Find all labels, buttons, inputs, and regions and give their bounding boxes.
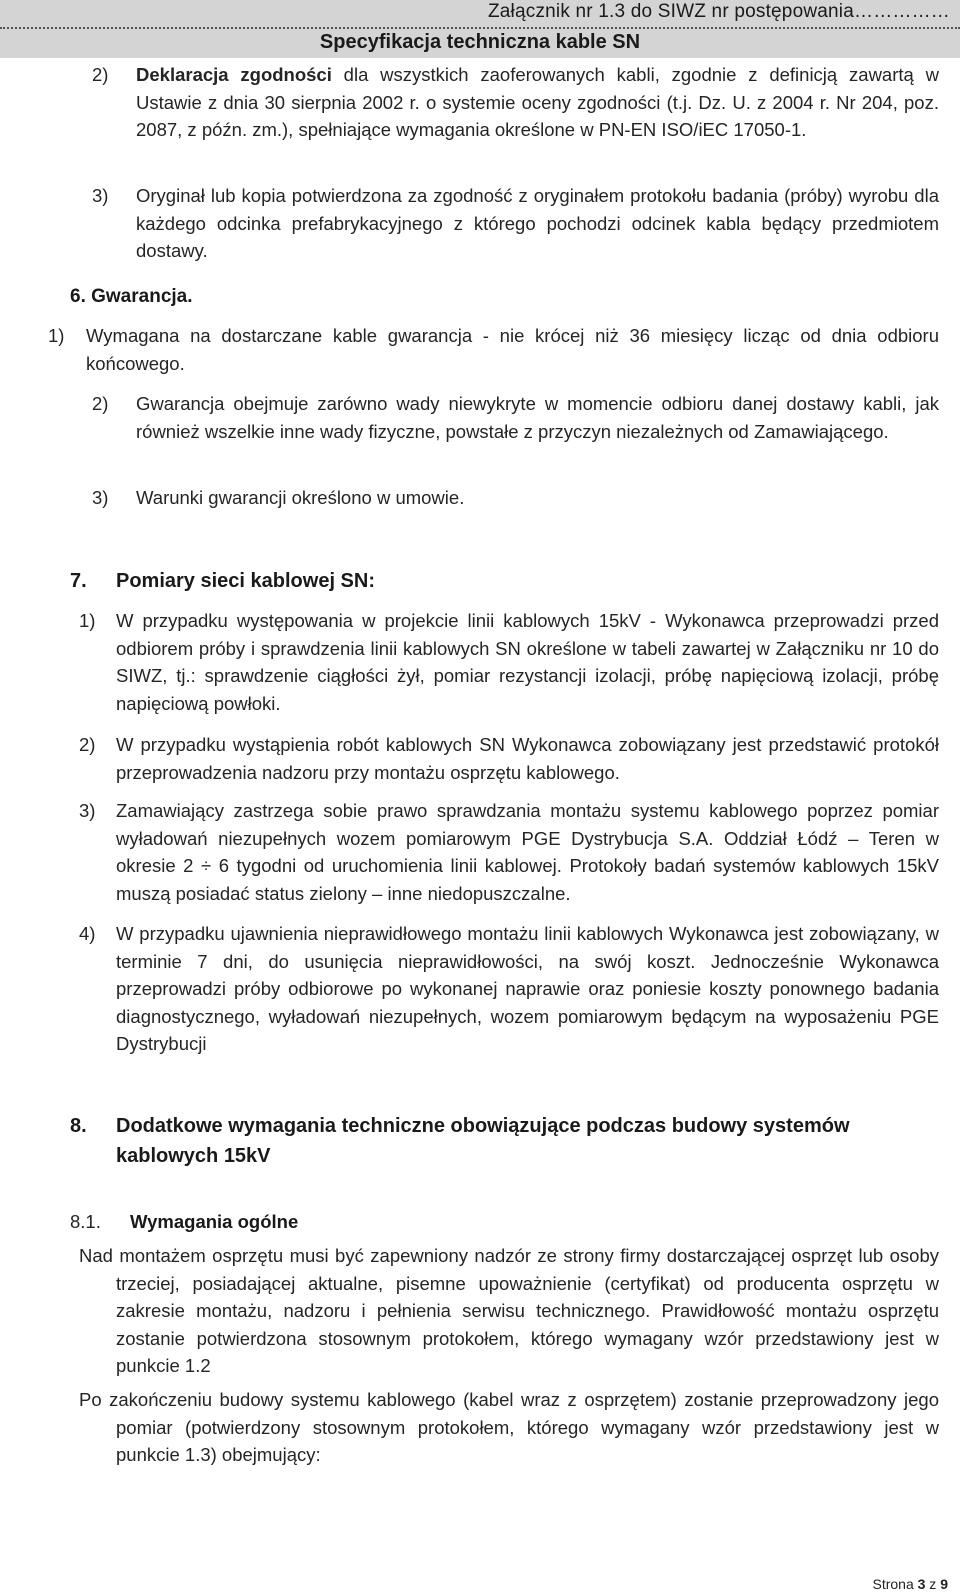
declaration-paragraph [136,61,939,144]
item-number: 2) [92,393,109,414]
item-number: 3) [79,800,96,821]
warranty-item-2: Gwarancja obejmuje zarówno wady niewykryte w momencie odbioru danej dostawy kabli, jak również wszelkie inne wady fizyczne, powstałe z przyczyn niezależnych od Zamawiającego. [136,393,939,442]
declaration-text: dla wszystkich zaoferowanych kabli, zgodnie z definicją zawartą w Ustawie z dnia 30 sierpnia 2002 r. o systemie oceny zgodności (t.j. Dz. U. z 2004 r. Nr 204, poz. 2087, z późn. zm.), spełniające wymagania określone w PN-EN ISO/iEC 17050-1. [136,64,939,140]
measurement-item-2: W przypadku wystąpienia robót kablowych SN Wykonawca zobowiązany jest przedstawić protokół przeprowadzenia nadzoru przy montażu osprzętu kablowego. [116,734,939,783]
warranty-item-1: Wymagana na dostarczane kable gwarancja - nie krócej niż 36 miesięcy licząc od dnia odbioru końcowego. [86,325,939,374]
original-copy-paragraph: Oryginał lub kopia potwierdzona za zgodność z oryginałem protokołu badania (próby) wyrobu dla każdego odcinka prefabrykacyjnego z którego pochodzi odcinek kabla będący przedmiotem dostawy. [136,185,939,261]
section-7-number: 7. [70,570,87,592]
section-6-heading: 6. Gwarancja. [70,286,193,307]
annex-label: Załącznik nr 1.3 do SIWZ nr postępowania…………… [487,1,950,22]
measurement-item-3: Zamawiający zastrzega sobie prawo sprawdzania montażu systemu kablowego poprzez pomiar wyładowań niezupełnych wozem pomiarowym PGE Dystrybucja S.A. Oddział Łódź – Teren w okresie 2 ÷ 6 tygodni od uruchomienia linii kablowej. Protokoły badań systemów kablowych 15kV muszą posiadać status zielony – inne niedopuszczalne. [116,800,939,904]
document-title: Specyfikacja techniczna kable SN [319,31,641,53]
page-footer: Strona 3 z 9 [872,1576,948,1592]
section-8-number: 8. [70,1115,87,1137]
measurement-item-4: W przypadku ujawnienia nieprawidłowego montażu linii kablowych Wykonawca jest zobowiązany, w terminie 7 dni, do usunięcia nieprawidłowości, na swój koszt. Jednocześnie Wykonawca przeprowadzi próby odbiorowe po wykonanej naprawie oraz poniesie koszty ponownego badania diagnostycznego, wyładowań niezupełnych, wozem pomiarowym będącym na wyposażeniu PGE Dystrybucji [116,923,939,1054]
item-number: 3) [92,185,109,206]
item-number: 2) [92,64,109,85]
section-8-heading: Dodatkowe wymagania techniczne obowiązujące podczas budowy systemów kablowych 15kV [116,1115,850,1167]
header-divider [0,27,960,29]
current-page: 3 [917,1576,926,1592]
item-number: 3) [92,487,109,508]
page-header [0,0,960,58]
item-number: 4) [79,923,96,944]
section-7-heading: Pomiary sieci kablowej SN: [116,570,375,592]
warranty-item-3: Warunki gwarancji określono w umowie. [136,487,465,508]
declaration-bold: Deklaracja zgodności [136,64,332,85]
measurement-item-1: W przypadku występowania w projekcie linii kablowych 15kV - Wykonawca przeprowadzi przed odbiorem próby i sprawdzenia linii kablowych SN określone w tabeli zawartej w Załączniku nr 10 do SIWZ, tj.: sprawdzenie ciągłości żył, pomiar rezystancji izolacji, próbę napięciową izolacji, próbę napięciową powłoki. [116,610,939,714]
item-number: 1) [79,610,96,631]
subsection-heading: Wymagania ogólne [130,1211,299,1232]
subsection-number: 8.1. [70,1211,101,1232]
item-number: 2) [79,734,96,755]
total-pages: 9 [940,1576,948,1592]
item-number: 1) [48,325,65,346]
general-requirements-paragraph-1: Nad montażem osprzętu musi być zapewniony nadzór ze strony firmy dostarczającej osprzęt lub osoby trzeciej, posiadającej aktualne, pisemne upoważnienie (certyfikat) od producenta osprzętu w zakresie montażu, nadzoru i pełnienia serwisu technicznego. Prawidłowość montażu osprzętu zostanie potwierdzona stosownym protokołem, którego wymagany wzór przedstawiony jest w punkcie 1.2 [79,1245,939,1376]
general-requirements-paragraph-2: Po zakończeniu budowy systemu kablowego (kabel wraz z osprzętem) zostanie przeprowadzony jego pomiar (potwierdzony stosownym protokołem, którego wymagany wzór przedstawiony jest w punkcie 1.3) obejmujący: [79,1389,939,1465]
